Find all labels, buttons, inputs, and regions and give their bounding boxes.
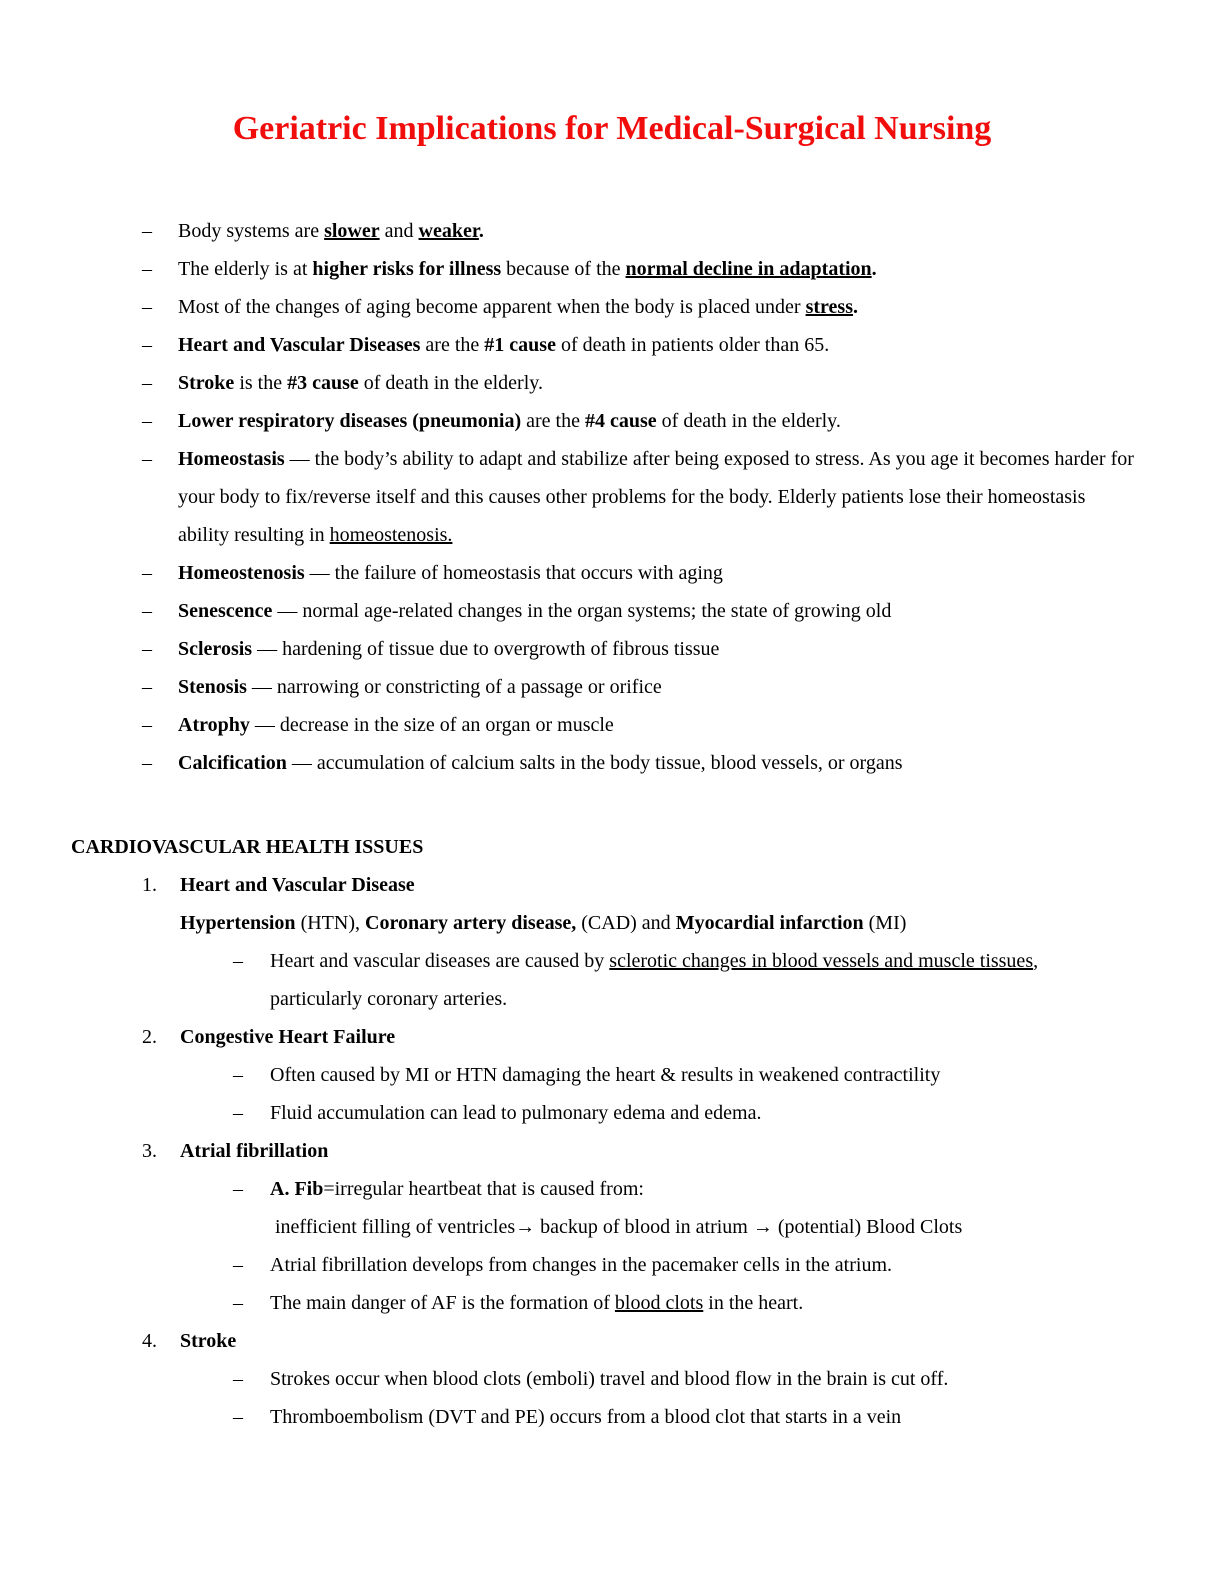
text-segment: Atrial fibrillation (180, 1140, 329, 1162)
line-text (178, 364, 1134, 402)
text-segment: The elderly is at (178, 258, 313, 280)
line-text (178, 744, 1134, 782)
text-segment: Senescence (178, 600, 273, 622)
text-segment: Sclerosis (178, 638, 253, 660)
text-segment: #3 cause (287, 372, 359, 394)
line-text (180, 1018, 1134, 1056)
sub-bullet-item (0, 1094, 1224, 1132)
text-segment: Heart and vascular diseases are caused by (270, 950, 610, 972)
text-segment: sclerotic changes in blood vessels and muscle tissues (609, 950, 1034, 972)
text-segment: Homeostasis (178, 448, 285, 470)
text-segment: — hardening of tissue due to overgrowth of fibrous tissue (252, 638, 720, 660)
dash-marker: – (142, 258, 152, 280)
section-heading: CARDIOVASCULAR HEALTH ISSUES (71, 836, 424, 858)
text-segment: — the body’s ability to adapt and stabilize after being exposed to stress. As you age it becomes harder for your body to fix/reverse itself and this causes other problems for the body. Elderly patients lose their homeostasis ability resulting in (178, 448, 1134, 546)
text-segment: — normal age-related changes in the organ systems; the state of growing old (272, 600, 892, 622)
bullet-item (0, 440, 1224, 554)
dash-marker: – (233, 1292, 243, 1314)
text-segment: Myocardial infarction (675, 912, 864, 934)
line-text (270, 1056, 1134, 1094)
item-number: 1. (142, 874, 157, 896)
text-segment: — accumulation of calcium salts in the body tissue, blood vessels, or organs (286, 752, 903, 774)
text-segment: Calcification (178, 752, 287, 774)
text-segment: #1 cause (484, 334, 556, 356)
line-text (270, 942, 1134, 1018)
text-segment: Atrial fibrillation develops from changes in the pacemaker cells in the atrium. (270, 1254, 893, 1276)
text-segment: inefficient filling of ventricles→ backup of blood in atrium → (potential) Blood Clots (270, 1216, 963, 1238)
dash-marker: – (142, 296, 152, 318)
sub-bullet-item (0, 1284, 1224, 1322)
line-text (270, 1246, 1134, 1284)
text-segment: (MI) (863, 912, 907, 934)
dash-marker: – (233, 1406, 243, 1428)
sub-bullet-item (0, 1208, 1224, 1246)
bullet-item (0, 630, 1224, 668)
text-segment: =irregular heartbeat that is caused from: (323, 1178, 644, 1200)
text-segment: Atrophy (178, 714, 250, 736)
text-segment: — narrowing or constricting of a passage or orifice (246, 676, 662, 698)
bullet-item (0, 326, 1224, 364)
text-segment: , particularly coronary arteries. (270, 950, 1039, 1010)
bullet-item (0, 554, 1224, 592)
text-segment: #4 cause (585, 410, 657, 432)
text-segment: weaker (418, 220, 479, 242)
line-text (270, 1360, 1134, 1398)
line-text (178, 288, 1134, 326)
item-number: 2. (142, 1026, 157, 1048)
item-number: 4. (142, 1330, 157, 1352)
bullet-item (0, 706, 1224, 744)
dash-marker: – (233, 1254, 243, 1276)
text-segment: Stroke (180, 1330, 237, 1352)
numbered-item (0, 1018, 1224, 1056)
text-segment: of death in the elderly. (358, 372, 543, 394)
numbered-item (0, 1132, 1224, 1170)
sub-bullet-item (0, 1246, 1224, 1284)
text-segment: The main danger of AF is the formation of (270, 1292, 615, 1314)
bullet-item (0, 364, 1224, 402)
line-text (270, 1284, 1134, 1322)
line-text (178, 668, 1134, 706)
page-title: Geriatric Implications for Medical-Surgical Nursing (232, 110, 992, 147)
line-text (180, 1132, 1134, 1170)
text-segment: Strokes occur when blood clots (emboli) travel and blood flow in the brain is cut off. (270, 1368, 949, 1390)
dash-marker: – (233, 1368, 243, 1390)
line-text (178, 212, 1134, 250)
text-segment: Lower respiratory diseases (pneumonia) (178, 410, 522, 432)
dash-marker: – (142, 334, 152, 356)
dash-marker: – (142, 676, 152, 698)
bullet-item (0, 250, 1224, 288)
text-segment: Homeostenosis (178, 562, 305, 584)
text-segment: Most of the changes of aging become apparent when the body is placed under (178, 296, 806, 318)
line-text (178, 706, 1134, 744)
text-segment: normal decline in adaptation (625, 258, 872, 280)
dash-marker: – (233, 1102, 243, 1124)
line-text (270, 1398, 1134, 1436)
dash-marker: – (142, 220, 152, 242)
dash-marker: – (142, 372, 152, 394)
line-text (178, 630, 1134, 668)
text-segment: stress (805, 296, 853, 318)
line-text (180, 866, 1134, 904)
intro-bullet-list (0, 212, 1224, 782)
text-segment: Often caused by MI or HTN damaging the heart & results in weakened contractility (270, 1064, 941, 1086)
line-text (178, 592, 1134, 630)
dash-marker: – (233, 1178, 243, 1200)
text-segment: of death in patients older than 65. (555, 334, 830, 356)
text-segment: higher risks for illness (312, 258, 502, 280)
bullet-item (0, 212, 1224, 250)
text-segment: homeostenosis. (329, 524, 453, 546)
text-segment: Hypertension (180, 912, 296, 934)
line-text (180, 1322, 1134, 1360)
bullet-item (0, 592, 1224, 630)
text-segment: because of the (501, 258, 626, 280)
dash-marker: – (142, 600, 152, 622)
dash-marker: – (142, 714, 152, 736)
dash-marker: – (142, 562, 152, 584)
text-segment: Body systems are (178, 220, 325, 242)
line-text (270, 1094, 1134, 1132)
text-segment: (CAD) and (576, 912, 676, 934)
item-number: 3. (142, 1140, 157, 1162)
text-segment: Congestive Heart Failure (180, 1026, 396, 1048)
text-segment: and (379, 220, 419, 242)
text-segment: — decrease in the size of an organ or muscle (249, 714, 614, 736)
text-segment: (HTN), (295, 912, 365, 934)
dash-marker: – (142, 752, 152, 774)
text-segment: . (478, 220, 484, 242)
line-text (270, 1170, 1134, 1208)
section-heading-row (0, 828, 1224, 866)
text-segment: of death in the elderly. (656, 410, 841, 432)
item-subline (0, 904, 1224, 942)
numbered-list (0, 866, 1224, 1436)
sub-bullet-item (0, 1360, 1224, 1398)
bullet-item (0, 288, 1224, 326)
sub-bullet-item (0, 1056, 1224, 1094)
text-segment: are the (521, 410, 585, 432)
sub-bullet-item (0, 942, 1224, 1018)
text-segment: is the (234, 372, 288, 394)
text-segment: Stroke (178, 372, 235, 394)
line-text (180, 904, 1134, 942)
text-segment: are the (420, 334, 485, 356)
text-segment: blood clots (614, 1292, 704, 1314)
bullet-item (0, 402, 1224, 440)
text-segment: A. Fib (270, 1178, 324, 1200)
text-segment: — the failure of homeostasis that occurs with aging (304, 562, 723, 584)
bullet-item (0, 668, 1224, 706)
text-segment: in the heart. (703, 1292, 804, 1314)
numbered-item (0, 866, 1224, 904)
line-text (178, 250, 1134, 288)
line-text (178, 326, 1134, 364)
text-segment: Coronary artery disease, (365, 912, 577, 934)
bullet-item (0, 744, 1224, 782)
line-text (178, 554, 1134, 592)
text-segment: . (852, 296, 858, 318)
text-segment: Heart and Vascular Diseases (178, 334, 421, 356)
text-segment: Fluid accumulation can lead to pulmonary edema and edema. (270, 1102, 762, 1124)
dash-marker (233, 1208, 270, 1246)
dash-marker: – (142, 448, 152, 470)
dash-marker: – (233, 950, 243, 972)
text-segment: Thromboembolism (DVT and PE) occurs from a blood clot that starts in a vein (270, 1406, 902, 1428)
text-segment: Stenosis (178, 676, 247, 698)
line-text (178, 402, 1134, 440)
text-segment: . (871, 258, 877, 280)
dash-marker: – (233, 1064, 243, 1086)
dash-marker: – (142, 638, 152, 660)
text-segment: Heart and Vascular Disease (180, 874, 415, 896)
line-text (270, 1208, 1134, 1246)
text-segment: slower (324, 220, 380, 242)
sub-bullet-item (0, 1398, 1224, 1436)
sub-bullet-item (0, 1170, 1224, 1208)
dash-marker: – (142, 410, 152, 432)
numbered-item (0, 1322, 1224, 1360)
line-text (178, 440, 1134, 554)
